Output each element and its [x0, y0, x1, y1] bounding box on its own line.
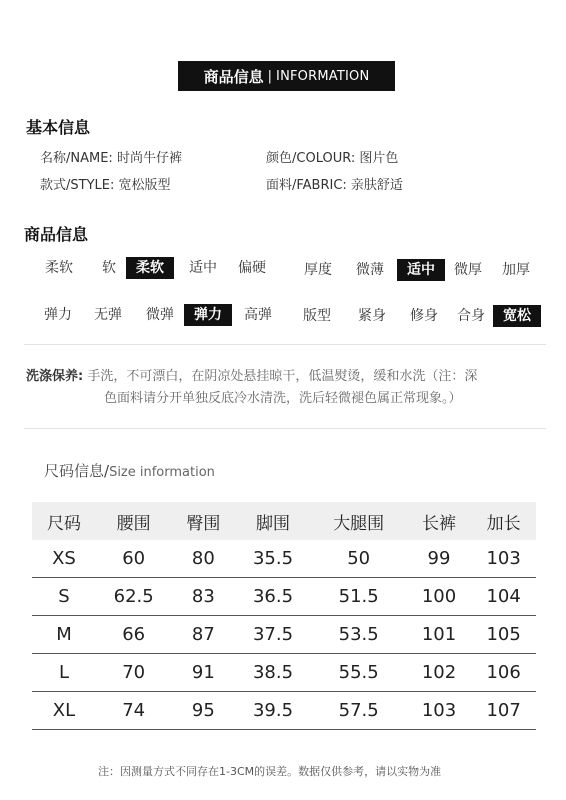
size-cell: 50 — [311, 540, 407, 578]
elasticity-option: 无弹 — [94, 307, 122, 323]
softness-option: 软 — [102, 260, 116, 276]
size-header-cell: 大腿围 — [311, 502, 407, 540]
softness-option: 偏硬 — [238, 260, 266, 276]
size-cell: 51.5 — [311, 578, 407, 616]
size-cell: 36.5 — [235, 578, 310, 616]
basic-info-title: 基本信息 — [26, 118, 91, 137]
size-cell: 103 — [407, 692, 472, 730]
size-info-title-en: Size information — [109, 465, 215, 480]
thickness-option: 微厚 — [454, 262, 482, 278]
size-cell: 37.5 — [235, 616, 310, 654]
size-cell: S — [32, 578, 96, 616]
size-cell: M — [32, 616, 96, 654]
size-row — [32, 540, 536, 578]
size-header-cell: 腰围 — [96, 502, 171, 540]
size-cell: 38.5 — [235, 654, 310, 692]
color-field: 颜色/COLOUR: 图片色 — [266, 151, 399, 166]
header-title-cn: 商品信息 — [203, 67, 264, 86]
size-cell: 66 — [96, 616, 171, 654]
care-instructions — [26, 366, 546, 388]
divider-top — [24, 344, 546, 345]
fit-option: 合身 — [457, 308, 485, 324]
size-header-cell: 长裤 — [407, 502, 472, 540]
thickness-option: 厚度 — [304, 262, 332, 278]
size-cell: 74 — [96, 692, 171, 730]
size-cell: 106 — [471, 654, 536, 692]
size-cell: 87 — [171, 616, 235, 654]
size-cell: 100 — [407, 578, 472, 616]
size-header-cell: 臀围 — [171, 502, 235, 540]
fabric-field: 面料/FABRIC: 亲肤舒适 — [266, 178, 403, 193]
size-table — [32, 502, 536, 730]
softness-option: 适中 — [189, 260, 217, 276]
size-header-cell: 脚围 — [235, 502, 310, 540]
care-label: 洗涤保养: — [26, 369, 84, 384]
size-cell: XS — [32, 540, 96, 578]
size-cell: L — [32, 654, 96, 692]
header-banner — [178, 61, 395, 91]
fit-option: 紧身 — [358, 308, 386, 324]
style-field: 款式/STYLE: 宽松版型 — [40, 178, 171, 193]
size-table-body — [32, 540, 536, 730]
name-field: 名称/NAME: 时尚牛仔裤 — [40, 151, 182, 166]
fit-option-selected: 宽松 — [493, 305, 541, 327]
care-line-1: 手洗，不可漂白，在阴凉处悬挂晾干，低温熨烫，缓和水洗（注：深 — [87, 369, 478, 384]
size-cell: 60 — [96, 540, 171, 578]
size-cell: 103 — [471, 540, 536, 578]
care-line-2: 色面料请分开单独反底冷水清洗，洗后轻微褪色属正常现象。） — [104, 391, 462, 406]
size-header-cell: 尺码 — [32, 502, 96, 540]
divider-bottom — [24, 428, 546, 429]
size-row — [32, 616, 536, 654]
header-title-en: INFORMATION — [276, 68, 370, 84]
product-info-title: 商品信息 — [24, 225, 89, 244]
size-table-header — [32, 502, 536, 540]
size-cell: 101 — [407, 616, 472, 654]
size-cell: 91 — [171, 654, 235, 692]
size-cell: XL — [32, 692, 96, 730]
size-cell: 99 — [407, 540, 472, 578]
softness-option-selected: 柔软 — [126, 257, 174, 279]
size-row — [32, 578, 536, 616]
size-cell: 53.5 — [311, 616, 407, 654]
size-cell: 107 — [471, 692, 536, 730]
header-separator: | — [267, 68, 273, 84]
size-cell: 95 — [171, 692, 235, 730]
elasticity-option: 高弹 — [244, 307, 272, 323]
size-cell: 80 — [171, 540, 235, 578]
elasticity-option: 微弹 — [146, 307, 174, 323]
fit-option: 修身 — [410, 308, 438, 324]
size-cell: 62.5 — [96, 578, 171, 616]
size-row — [32, 654, 536, 692]
elasticity-option: 弹力 — [44, 307, 72, 323]
size-cell: 39.5 — [235, 692, 310, 730]
size-cell: 102 — [407, 654, 472, 692]
size-cell: 104 — [471, 578, 536, 616]
size-cell: 105 — [471, 616, 536, 654]
softness-option: 柔软 — [45, 260, 73, 276]
elasticity-option-selected: 弹力 — [184, 304, 232, 326]
size-row — [32, 692, 536, 730]
footnote: 注：因测量方式不同存在1-3CM的误差。数据仅供参考，请以实物为准 — [98, 765, 442, 778]
size-cell: 70 — [96, 654, 171, 692]
size-info-title-cn: 尺码信息/ — [44, 462, 110, 480]
size-cell: 55.5 — [311, 654, 407, 692]
size-cell: 35.5 — [235, 540, 310, 578]
size-header-cell: 加长 — [471, 502, 536, 540]
size-info-title — [44, 460, 215, 481]
thickness-option-selected: 适中 — [397, 259, 445, 281]
thickness-option: 微薄 — [356, 262, 384, 278]
size-cell: 83 — [171, 578, 235, 616]
size-cell: 57.5 — [311, 692, 407, 730]
thickness-option: 加厚 — [502, 262, 530, 278]
fit-option: 版型 — [303, 308, 331, 324]
